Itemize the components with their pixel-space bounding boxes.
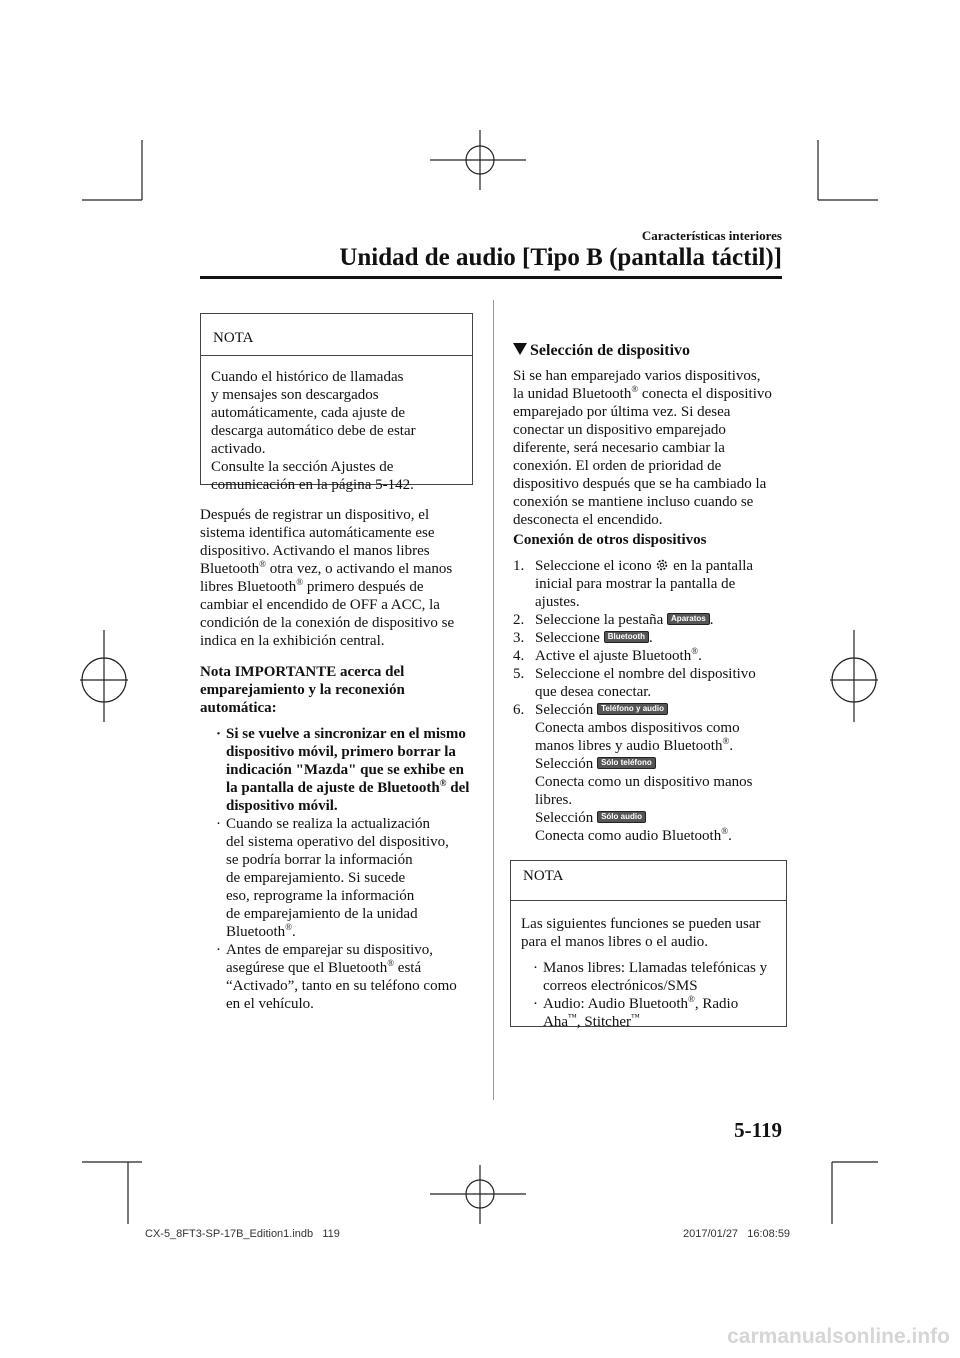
- note-line: comunicación en la página 5-142.: [211, 477, 414, 493]
- important-bullets: [210, 725, 480, 1013]
- page-title: Unidad de audio [Tipo B (pantalla táctil)]: [339, 244, 782, 271]
- bullet-item: · Antes de emparejar su dispositivo, asegúrese que el Bluetooth® está “Activado”, tanto en su teléfono como en el vehículo.: [216, 942, 457, 1012]
- step-2: 2. Seleccione la pestaña Aparatos .: [513, 612, 714, 628]
- bluetooth-button: Bluetooth: [604, 631, 649, 643]
- gear-icon: [656, 559, 668, 571]
- text-line: libres Bluetooth® primero después de: [200, 577, 424, 595]
- important-heading: Nota IMPORTANTE acerca del emparejamiento y la reconexión automática:: [200, 664, 405, 716]
- column-divider: [493, 300, 494, 1100]
- note-body: [201, 356, 472, 504]
- steps-list: 1. Seleccione el icono en la pantalla inicial para mostrar la pantalla de ajustes. 2. Seleccione la pestaña Aparatos . 3. Seleccione Bluetooth . 4. Active el ajuste Bluetooth®. 5. Seleccione el nombre del dispositivo que desea conectar. 6. Selección Teléfono y audio Conecta ambos dispositivos como manos libres y audio Bluetooth®. Selección Sólo teléfono Conecta como un dispositivo manos libres. Selección Sólo audio Conecta como audio Bluetooth®.: [513, 557, 793, 845]
- text-line: Bluetooth® otra vez, o activando el manos: [200, 559, 453, 577]
- triangle-icon: [513, 343, 527, 355]
- note-line: automáticamente, cada ajuste de: [211, 405, 406, 421]
- step-1: 1. Seleccione el icono en la pantalla inicial para mostrar la pantalla de ajustes.: [513, 558, 754, 610]
- step-3: 3. Seleccione Bluetooth .: [513, 630, 653, 646]
- section-heading: Selección de dispositivo: [513, 342, 690, 360]
- watermark: carmanualsonline.info: [727, 1325, 950, 1348]
- note-line: Consulte la sección Ajustes de: [211, 459, 394, 475]
- print-slug-date: 2017/01/27 16:08:59: [683, 1228, 791, 1240]
- bullet-dot: ·: [216, 726, 222, 742]
- note-heading: NOTA: [511, 861, 786, 901]
- print-slug-file: CX-5_8FT3-SP-17B_Edition1.indb 119: [145, 1228, 340, 1240]
- bullet-item: · Manos libres: Llamadas telefónicas y correos electrónicos/SMS: [533, 960, 768, 994]
- section-label: Características interiores: [641, 228, 782, 243]
- bullet-item: · Cuando se realiza la actualización del sistema operativo del dispositivo, se podría borrar la información de emparejamiento. Si sucede eso, reprograme la información de emparejamiento de la unidad Bluetooth®.: [216, 816, 449, 940]
- text-line: indica en la exhibición central.: [200, 633, 385, 649]
- bullet-item: · Si se vuelve a sincronizar en el mismo dispositivo móvil, primero borrar la indicación "Mazda" que se exhibe en la pantalla de ajuste de Bluetooth® del dispositivo móvil.: [216, 726, 470, 814]
- bullet-item: · Audio: Audio Bluetooth®, Radio Aha™, Stitcher™: [533, 994, 739, 1030]
- note-line: descarga automático debe de estar: [211, 423, 416, 439]
- page-number: 5-119: [734, 1118, 782, 1142]
- note-box-2: [510, 860, 787, 1030]
- telefono-y-audio-button: Teléfono y audio: [597, 703, 668, 715]
- paragraph-registration: [200, 506, 480, 650]
- text-line: condición de la conexión de dispositivo se: [200, 615, 455, 631]
- note-heading: NOTA: [201, 314, 472, 356]
- registered-mark: ®: [259, 559, 267, 569]
- note-box-1: [200, 313, 473, 493]
- text-line: Después de registrar un dispositivo, el: [200, 507, 430, 523]
- text-line: sistema identifica automáticamente ese: [200, 525, 435, 541]
- note-line: Cuando el histórico de llamadas: [211, 369, 404, 385]
- note-line: activado.: [211, 441, 266, 457]
- text-line: dispositivo. Activando el manos libres: [200, 543, 430, 559]
- subheading-other-devices: Conexión de otros dispositivos: [513, 532, 707, 548]
- note-line: y mensajes son descargados: [211, 387, 379, 403]
- aparatos-tab-button: Aparatos: [667, 613, 710, 625]
- paragraph-device-selection: Si se han emparejado varios dispositivos, la unidad Bluetooth® conecta el dispositivo emparejado por última vez. Si desea conectar un dispositivo emparejado diferente, será necesario cambiar la conexión. El orden de prioridad de dispositivo después que se ha cambiado la conexión se mantiene incluso cuando se desconecta el encendido.: [513, 368, 772, 528]
- registered-mark: ®: [296, 577, 304, 587]
- solo-audio-button: Sólo audio: [597, 811, 646, 823]
- step-4: 4. Active el ajuste Bluetooth®.: [513, 646, 702, 664]
- trademark-mark: ™: [568, 1012, 577, 1022]
- note-body: Las siguientes funciones se pueden usar para el manos libres o el audio. · Manos libres: Llamadas telefónicas y correos electrónicos/SMS · Audio: Audio Bluetooth®, Radio Aha™, Stitcher™: [511, 901, 786, 1041]
- text-line: cambiar el encendido de OFF a ACC, la: [200, 597, 440, 613]
- solo-telefono-button: Sólo teléfono: [597, 757, 656, 769]
- step-5: 5. Seleccione el nombre del dispositivo que desea conectar.: [513, 666, 756, 700]
- title-rule: [200, 276, 782, 279]
- step-6: 6. Selección Teléfono y audio: [513, 701, 793, 719]
